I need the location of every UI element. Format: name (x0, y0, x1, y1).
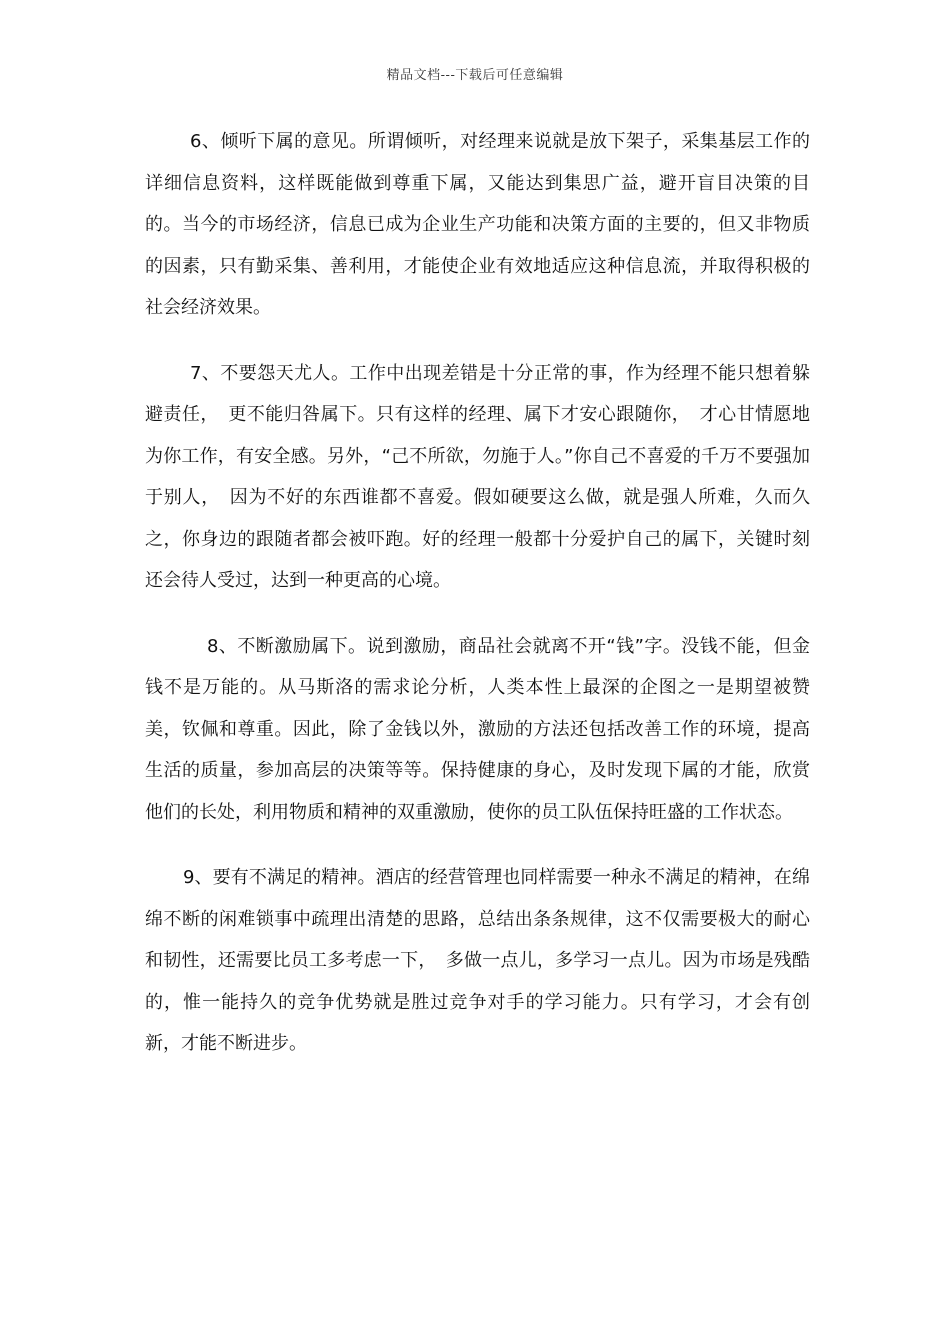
paragraph-9: 9、要有不满足的精神。酒店的经营管理也同样需要一种永不满足的精神，在绵绵不断的闲难锁事中疏理出清楚的思路，总结出条条规律，这不仅需要极大的耐心和韧性，还需要比员工多考虑一下， 多做一点儿，多学习一点儿。因为市场是残酷的，惟一能持久的竞争优势就是胜过竞争对手的学习能力。只有学习，才会有创新，才能不断进步。 (145, 867, 810, 1054)
paragraph-8: 8、不断激励属下。说到激励，商品社会就离不开“钱”字。没钱不能，但金钱不是万能的。从马斯洛的需求论分析，人类本性上最深的企图之一是期望被赞美，钦佩和尊重。因此，除了金钱以外，激励的方法还包括改善工作的环境，提高生活的质量，参加高层的决策等等。保持健康的身心，及时发现下属的才能，欣赏他们的长处，利用物质和精神的双重激励，使你的员工队伍保持旺盛的工作状态。 (145, 635, 810, 823)
paragraph-7: 7、不要怨天尤人。工作中出现差错是十分正常的事，作为经理不能只想着躲避责任， 更不能归咎属下。只有这样的经理、属下才安心跟随你， 才心甘情愿地为你工作，有安全感。另外，“己不所欲，勿施于人。”你自己不喜爱的千万不要强加于别人， 因为不好的东西谁都不喜爱。假如硬要这么做，就是强人所难，久而久之，你身边的跟随者都会被吓跑。好的经理一般都十分爱护自己的属下，关键时刻还会待人受过，达到一种更高的心境。 (145, 362, 810, 591)
document-body (145, 121, 810, 1089)
page-header: 精品文档---下载后可任意编辑 (386, 68, 564, 83)
paragraph-6: 6、倾听下属的意见。所谓倾听，对经理来说就是放下架子，采集基层工作的详细信息资料，这样既能做到尊重下属，又能达到集思广益，避开盲目决策的目的。当今的市场经济，信息已成为企业生产功能和决策方面的主要的，但又非物质的因素，只有勤采集、善利用，才能使企业有效地适应这种信息流，并取得积极的社会经济效果。 (145, 131, 810, 318)
